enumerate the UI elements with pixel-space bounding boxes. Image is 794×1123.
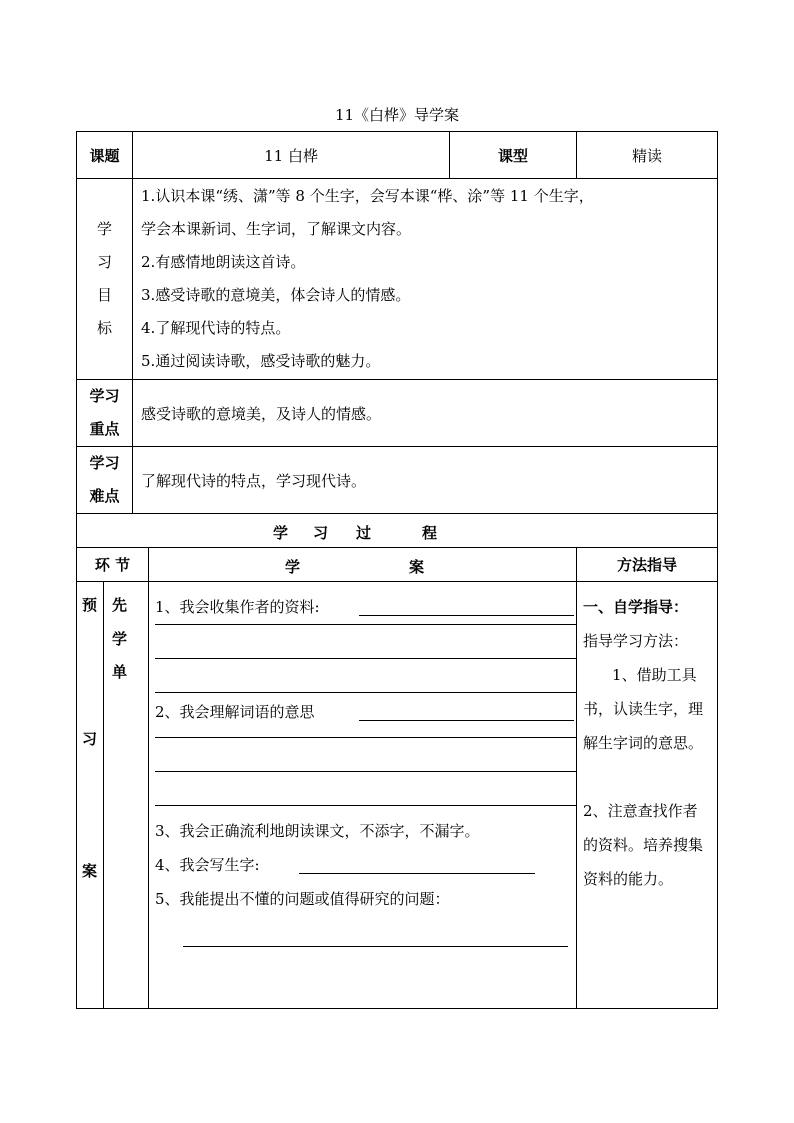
goal-line: 1.认识本课“绣、潇”等 8 个生字，会写本课“桦、涂”等 11 个生字， bbox=[141, 187, 594, 205]
goals-row bbox=[77, 179, 718, 380]
q2-text: 2、我会理解词语的意思 bbox=[155, 703, 315, 721]
q3-row bbox=[149, 814, 576, 848]
q4-row bbox=[149, 848, 576, 882]
goal-line: 2.有感情地朗读这首诗。 bbox=[141, 253, 306, 271]
plan-column-header: 学 案 bbox=[149, 548, 577, 582]
type-value: 精读 bbox=[577, 132, 718, 179]
goals-content bbox=[133, 179, 718, 380]
method-heading: 一、自学指导： bbox=[583, 598, 689, 616]
topic-row bbox=[77, 132, 718, 179]
focus-text: 感受诗歌的意境美，及诗人的情感。 bbox=[133, 380, 718, 447]
plan-content bbox=[149, 582, 577, 1009]
goal-line: 4.了解现代诗的特点。 bbox=[141, 319, 291, 337]
q5-text: 5、我能提出不懂的问题或值得研究的问题： bbox=[155, 890, 450, 908]
topic-value: 11 白桦 bbox=[133, 132, 450, 179]
q2-answer-line[interactable] bbox=[359, 720, 574, 721]
goals-label: 学 习 目 标 bbox=[77, 179, 133, 380]
difficulty-text: 了解现代诗的特点，学习现代诗。 bbox=[133, 447, 718, 514]
q5-answer-line[interactable] bbox=[183, 946, 568, 947]
q4-answer-line[interactable] bbox=[299, 873, 535, 874]
q3-text: 3、我会正确流利地朗读课文，不添字，不漏字。 bbox=[155, 822, 480, 840]
q1-answer-line[interactable] bbox=[359, 615, 574, 616]
answer-line[interactable] bbox=[155, 772, 576, 806]
answer-line[interactable] bbox=[155, 625, 576, 659]
preview-row bbox=[77, 582, 718, 1009]
difficulty-label: 学习 难点 bbox=[77, 447, 133, 514]
stage-inner-label: 先 学 单 bbox=[104, 582, 149, 1009]
study-plan-table bbox=[76, 131, 718, 1009]
focus-row bbox=[77, 380, 718, 447]
method-guidance: 一、自学指导： 指导学习方法： 1、借助工具 书，认读生字，理 解生字词的意思。 2、注意查找作者 的资料。培养搜集 资料的能力。 bbox=[577, 582, 718, 1009]
q2-row bbox=[149, 695, 576, 729]
stage-column-header: 环 节 bbox=[77, 548, 149, 582]
process-title: 学 习 过 程 bbox=[77, 514, 718, 548]
difficulty-row bbox=[77, 447, 718, 514]
goal-line: 3.感受诗歌的意境美，体会诗人的情感。 bbox=[141, 286, 411, 304]
columns-header-row bbox=[77, 548, 718, 582]
answer-line[interactable] bbox=[155, 738, 576, 772]
type-label: 课型 bbox=[450, 132, 577, 179]
document-title: 11《白桦》导学案 bbox=[334, 106, 460, 124]
process-row bbox=[77, 514, 718, 548]
q1-row bbox=[149, 590, 576, 624]
q4-text: 4、我会写生字: bbox=[155, 856, 260, 874]
goal-line: 学会本课新词、生字词，了解课文内容。 bbox=[141, 220, 412, 238]
stage-outer-label: 预 习 案 bbox=[77, 582, 104, 1009]
q1-text: 1、我会收集作者的资料: bbox=[155, 598, 320, 616]
answer-line[interactable] bbox=[155, 659, 576, 693]
goal-line: 5.通过阅读诗歌，感受诗歌的魅力。 bbox=[141, 352, 381, 370]
q5-row bbox=[149, 882, 576, 916]
focus-label: 学习 重点 bbox=[77, 380, 133, 447]
topic-label: 课题 bbox=[77, 132, 133, 179]
method-column-header: 方法指导 bbox=[577, 548, 718, 582]
